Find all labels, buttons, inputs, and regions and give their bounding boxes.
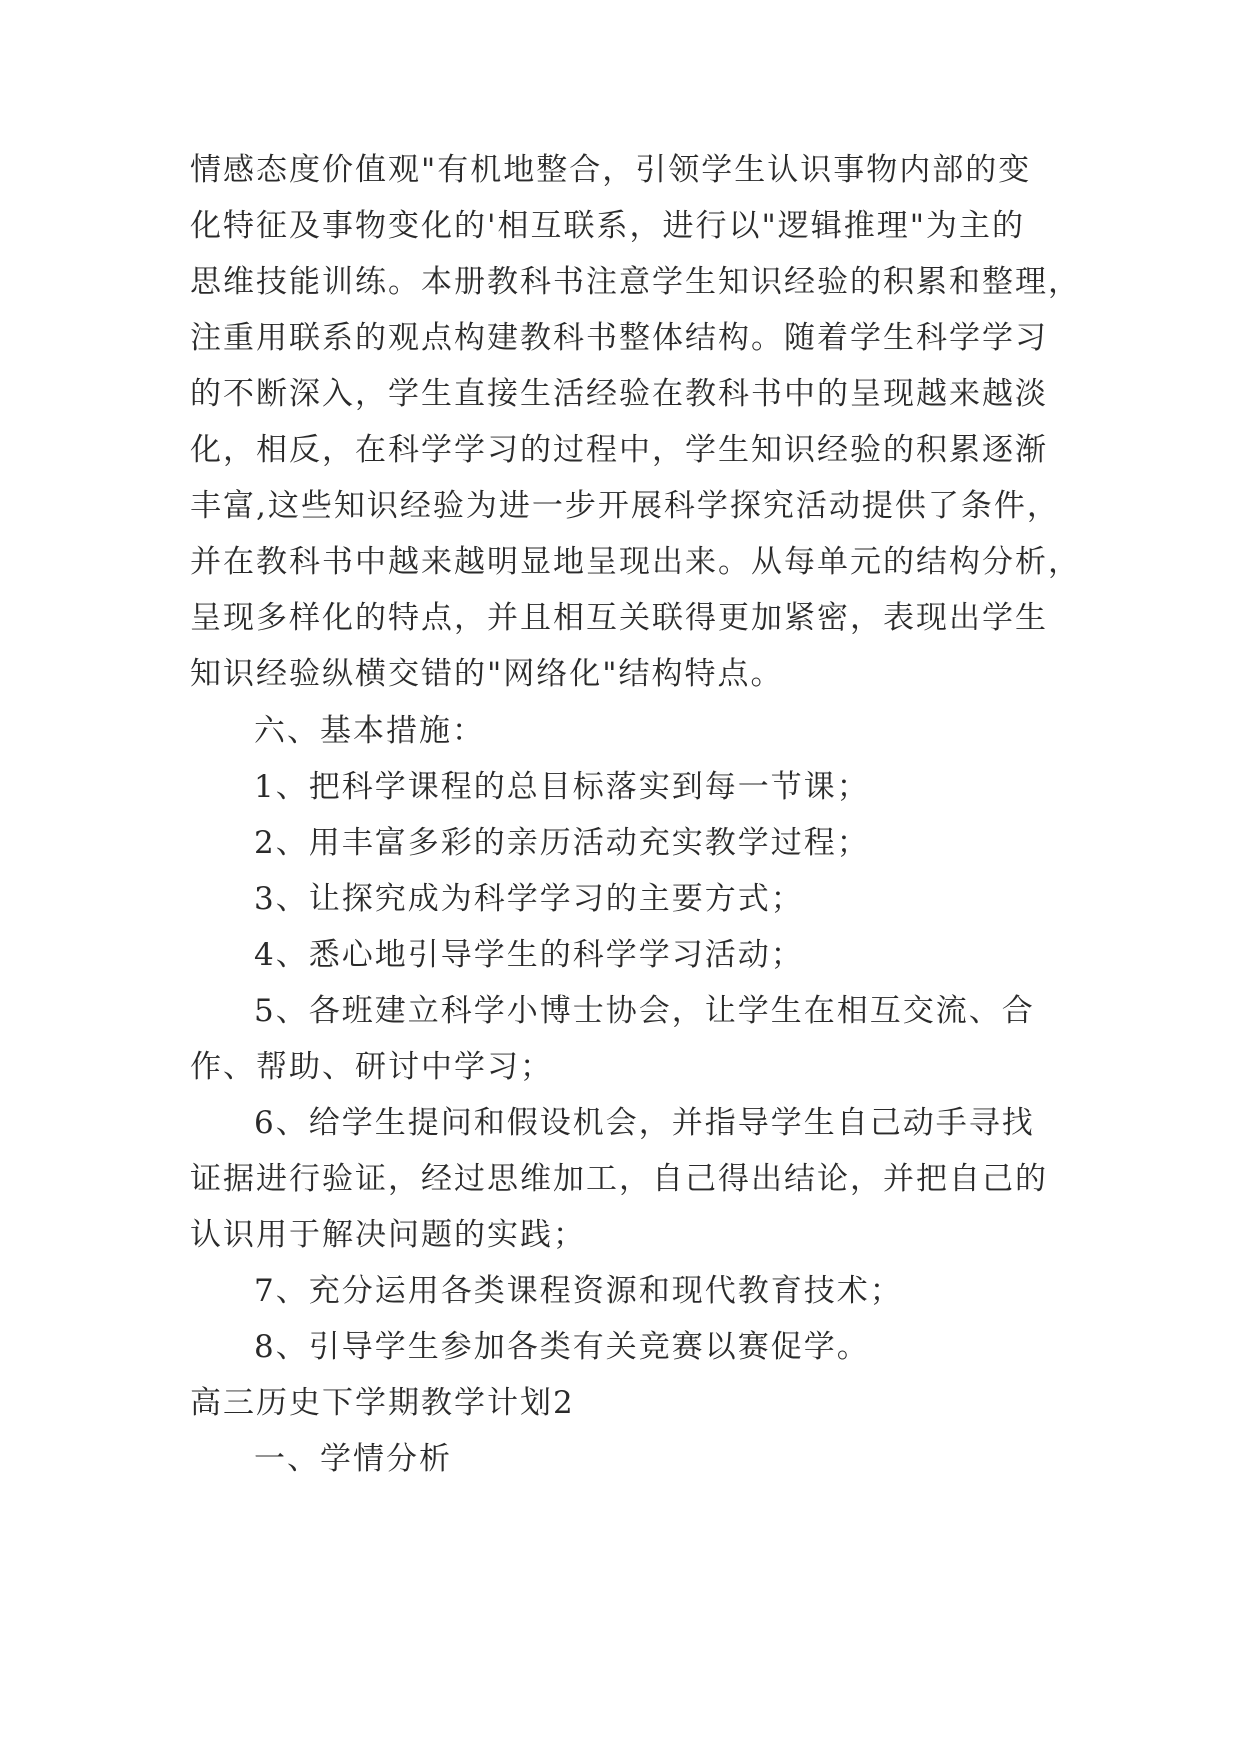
paragraph-line: 思维技能训练。本册教科书注意学生知识经验的积累和整理， bbox=[190, 264, 1081, 300]
measure-item: 2、用丰富多彩的亲历活动充实教学过程； bbox=[254, 825, 870, 861]
paragraph-line: 知识经验纵横交错的"网络化"结构特点。 bbox=[190, 656, 784, 692]
measure-item-continued: 证据进行验证，经过思维加工，自己得出结论，并把自己的 bbox=[190, 1161, 1048, 1197]
paragraph-line: 丰富,这些知识经验为进一步开展科学探究活动提供了条件， bbox=[190, 488, 1060, 524]
paragraph-line: 并在教科书中越来越明显地呈现出来。从每单元的结构分析， bbox=[190, 544, 1081, 580]
measure-item-continued: 作、帮助、研讨中学习； bbox=[190, 1049, 553, 1085]
section-heading: 一、学情分析 bbox=[254, 1441, 452, 1477]
paragraph-line: 呈现多样化的特点，并且相互关联得更加紧密，表现出学生 bbox=[190, 600, 1048, 636]
measure-item: 3、让探究成为科学学习的主要方式； bbox=[254, 881, 804, 917]
measure-item: 4、悉心地引导学生的科学学习活动； bbox=[254, 937, 804, 973]
measure-item: 6、给学生提问和假设机会，并指导学生自己动手寻找 bbox=[254, 1105, 1035, 1141]
paragraph-line: 情感态度价值观"有机地整合，引领学生认识事物内部的变 bbox=[190, 152, 1032, 188]
measure-item: 7、充分运用各类课程资源和现代教育技术； bbox=[254, 1273, 903, 1309]
paragraph-line: 化，相反，在科学学习的过程中，学生知识经验的积累逐渐 bbox=[190, 432, 1048, 468]
paragraph-line: 注重用联系的观点构建教科书整体结构。随着学生科学学习 bbox=[190, 320, 1048, 356]
measure-item-continued: 认识用于解决问题的实践； bbox=[190, 1217, 586, 1253]
paragraph-line: 化特征及事物变化的'相互联系，进行以"逻辑推理"为主的 bbox=[190, 208, 1026, 244]
measure-item: 1、把科学课程的总目标落实到每一节课； bbox=[254, 769, 870, 805]
measure-item: 8、引导学生参加各类有关竞赛以赛促学。 bbox=[254, 1329, 870, 1365]
paragraph-line: 的不断深入，学生直接生活经验在教科书中的呈现越来越淡 bbox=[190, 376, 1048, 412]
section-heading: 六、基本措施： bbox=[254, 713, 485, 749]
measure-item: 5、各班建立科学小博士协会，让学生在相互交流、合 bbox=[254, 993, 1035, 1029]
document-title: 高三历史下学期教学计划2 bbox=[190, 1385, 575, 1421]
